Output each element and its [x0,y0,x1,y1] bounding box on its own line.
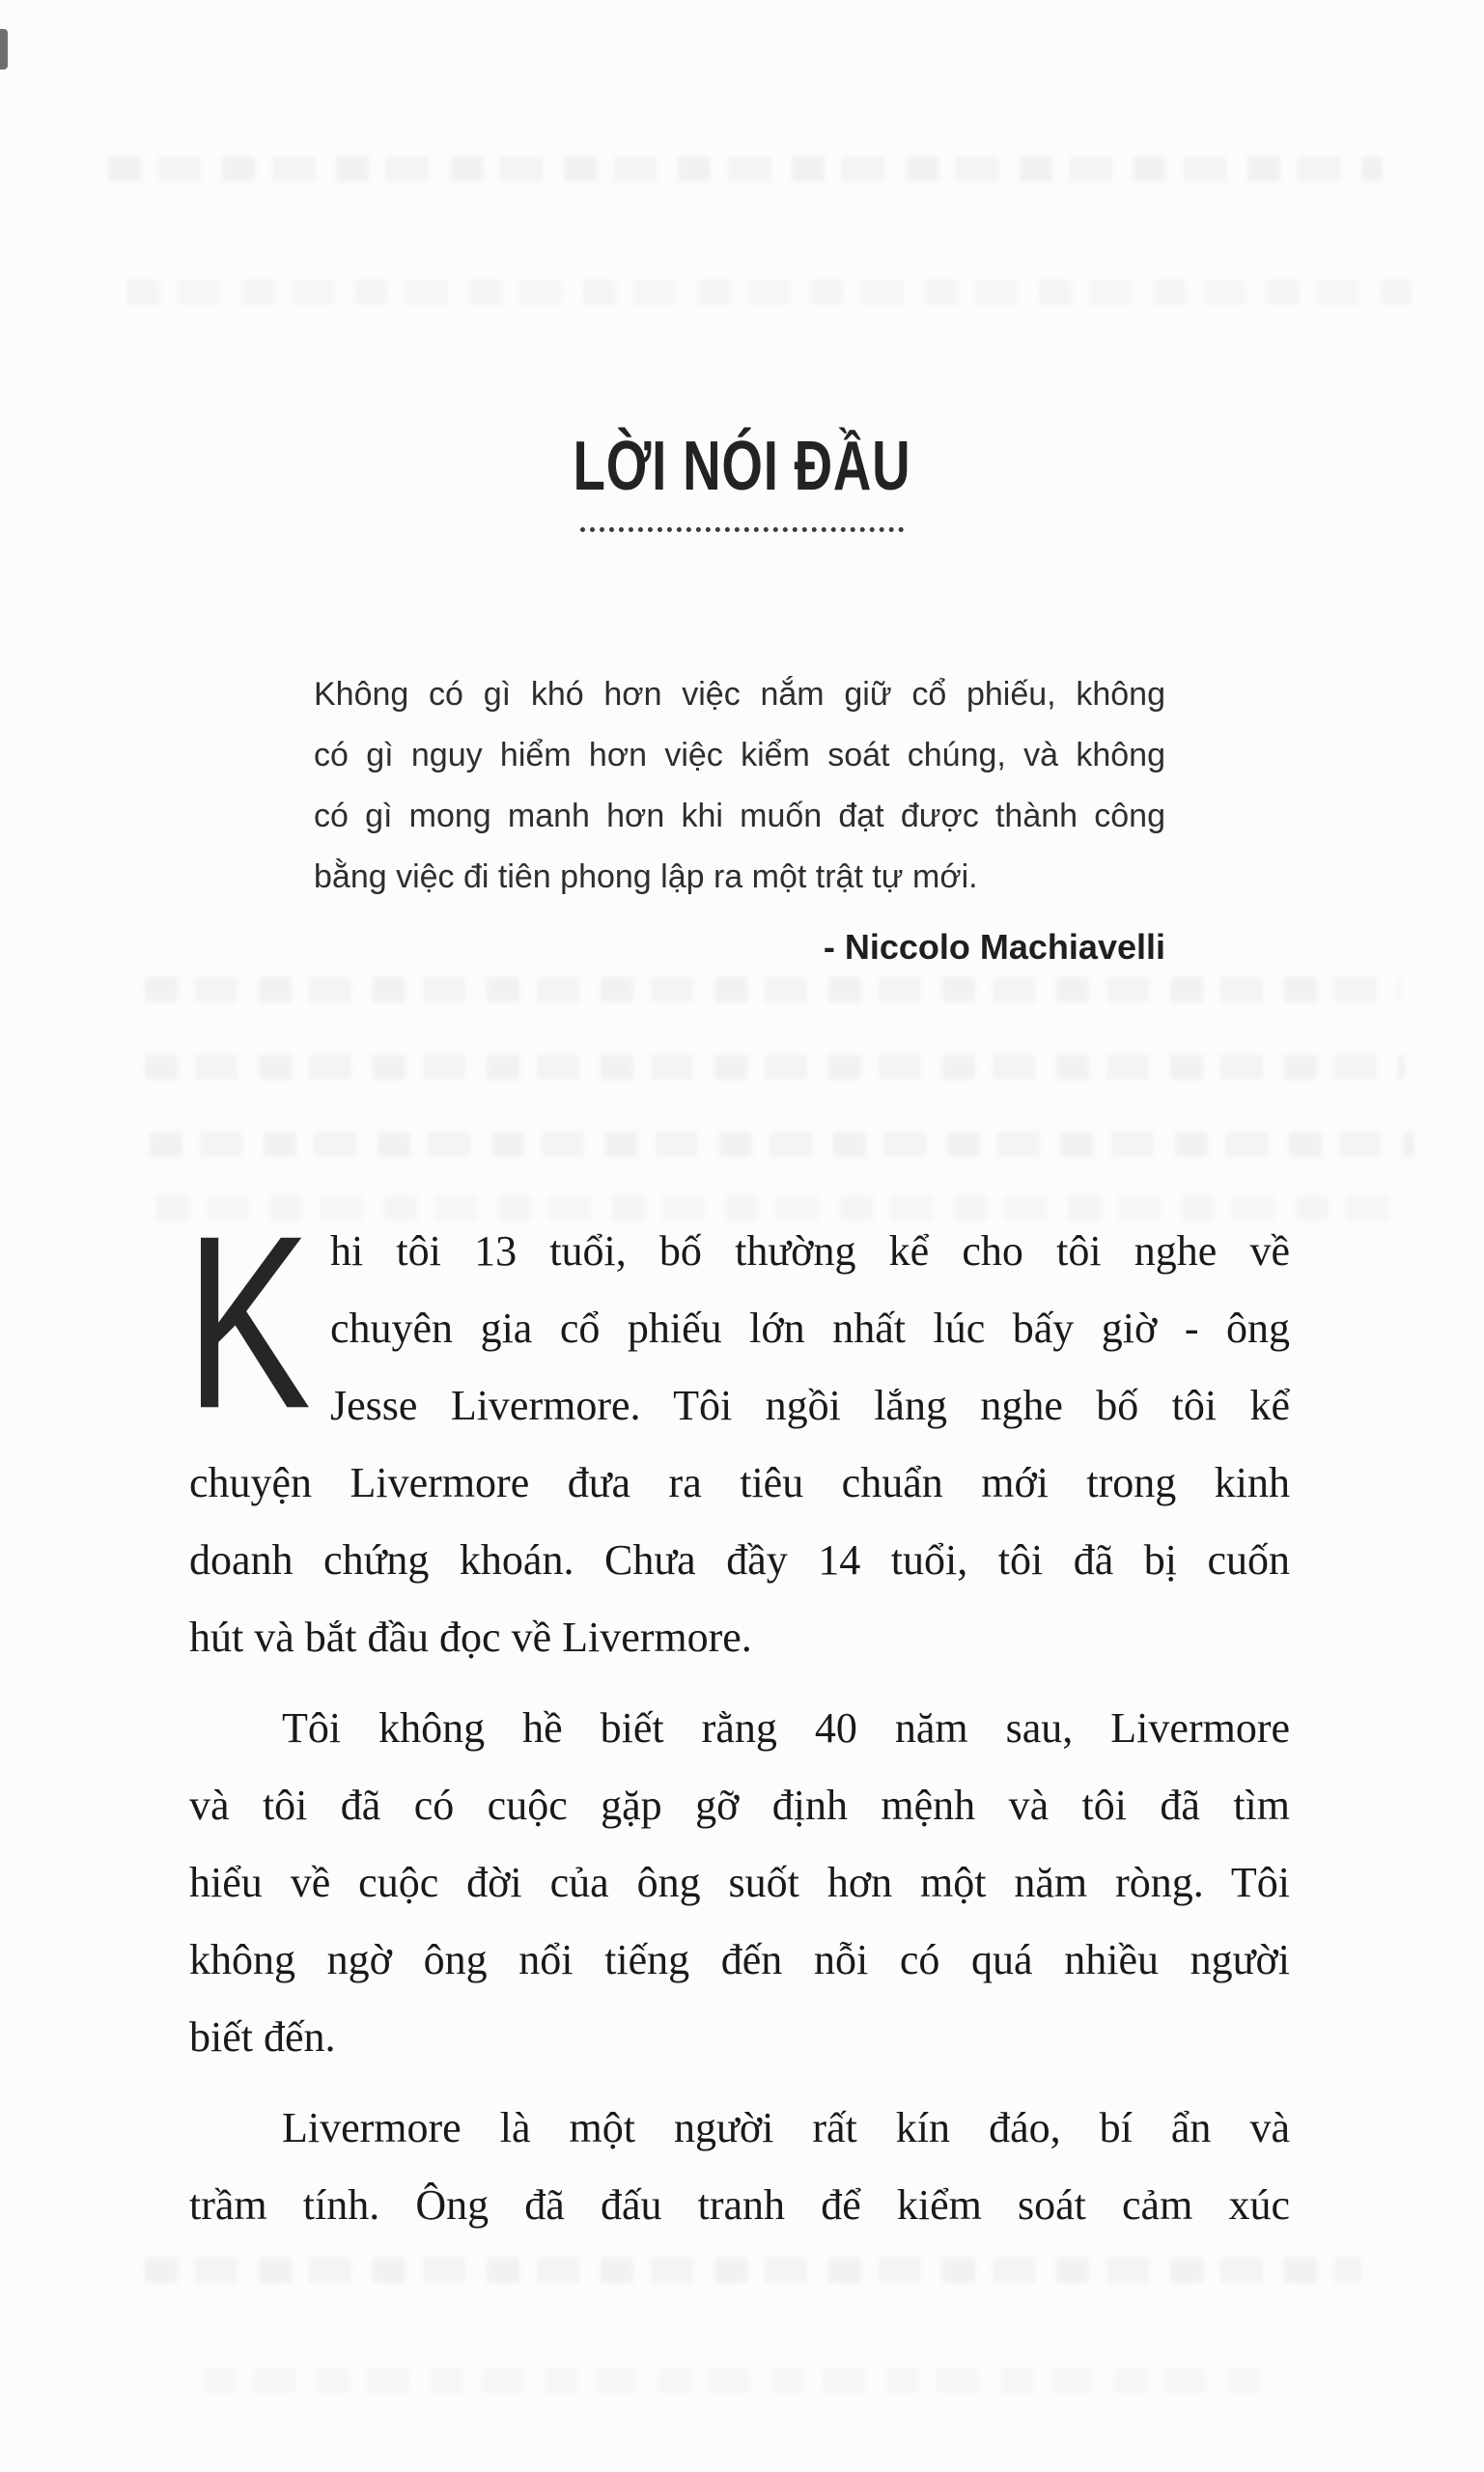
body-line: hiểu về cuộc đời của ông suốt hơn một năm ròng. Tôi [189,1859,1290,1906]
body-line: chuyện Livermore đưa ra tiêu chuẩn mới trong kinh [189,1459,1290,1506]
scan-artifact-speck [0,29,8,70]
bleed-through-line [108,156,1383,182]
body-line: không ngờ ông nổi tiếng đến nỗi có quá nhiều người [189,1936,1290,1983]
body-line: Tôi không hề biết rằng 40 năm sau, Livermore [282,1704,1290,1752]
body-line: biết đến. [189,2013,336,2061]
chapter-title: LỜI NÓI ĐẦU [573,428,911,505]
bleed-through-line [145,1054,1405,1080]
body-line: doanh chứng khoán. Chưa đầy 14 tuổi, tôi đã bị cuốn [189,1536,1290,1584]
paragraph [189,1213,1290,1676]
body-line: chuyên gia cổ phiếu lớn nhất lúc bấy giờ - ông [330,1305,1290,1352]
paragraph [189,1690,1290,2076]
bleed-through-line [127,280,1412,305]
body-text [185,1184,1290,2244]
body-line: trầm tính. Ông đã đấu tranh để kiểm soát cảm xúc [189,2181,1290,2229]
bleed-through-line [145,977,1400,1002]
quote-line: Không có gì khó hơn việc nắm giữ cổ phiếu, không [314,676,1165,713]
bleed-through-line [150,1132,1414,1157]
bleed-through-line [145,2258,1361,2283]
body-line: hi tôi 13 tuổi, bố thường kể cho tôi nghe về [330,1227,1290,1275]
body-line: và tôi đã có cuộc gặp gỡ định mệnh và tôi đã tìm [189,1782,1290,1829]
quote-line: bằng việc đi tiên phong lập ra một trật tự mới. [314,858,978,895]
body-line: hút và bắt đầu đọc về Livermore. [189,1614,752,1661]
body-line: Jesse Livermore. Tôi ngồi lắng nghe bố tôi kể [330,1382,1290,1429]
title-divider-dots [580,527,904,532]
quote-line: có gì mong manh hơn khi muốn đạt được thành công [314,798,1165,834]
quote-line: có gì nguy hiểm hơn việc kiểm soát chúng, và không [314,737,1165,773]
bleed-through-line [203,2368,1265,2393]
quote-attribution: - Niccolo Machiavelli [823,927,1165,967]
body-line: Livermore là một người rất kín đáo, bí ẩn và [282,2104,1290,2151]
paragraph [189,2090,1290,2244]
drop-cap-letter: K [185,1184,312,1460]
epigraph-quote [314,664,1165,977]
